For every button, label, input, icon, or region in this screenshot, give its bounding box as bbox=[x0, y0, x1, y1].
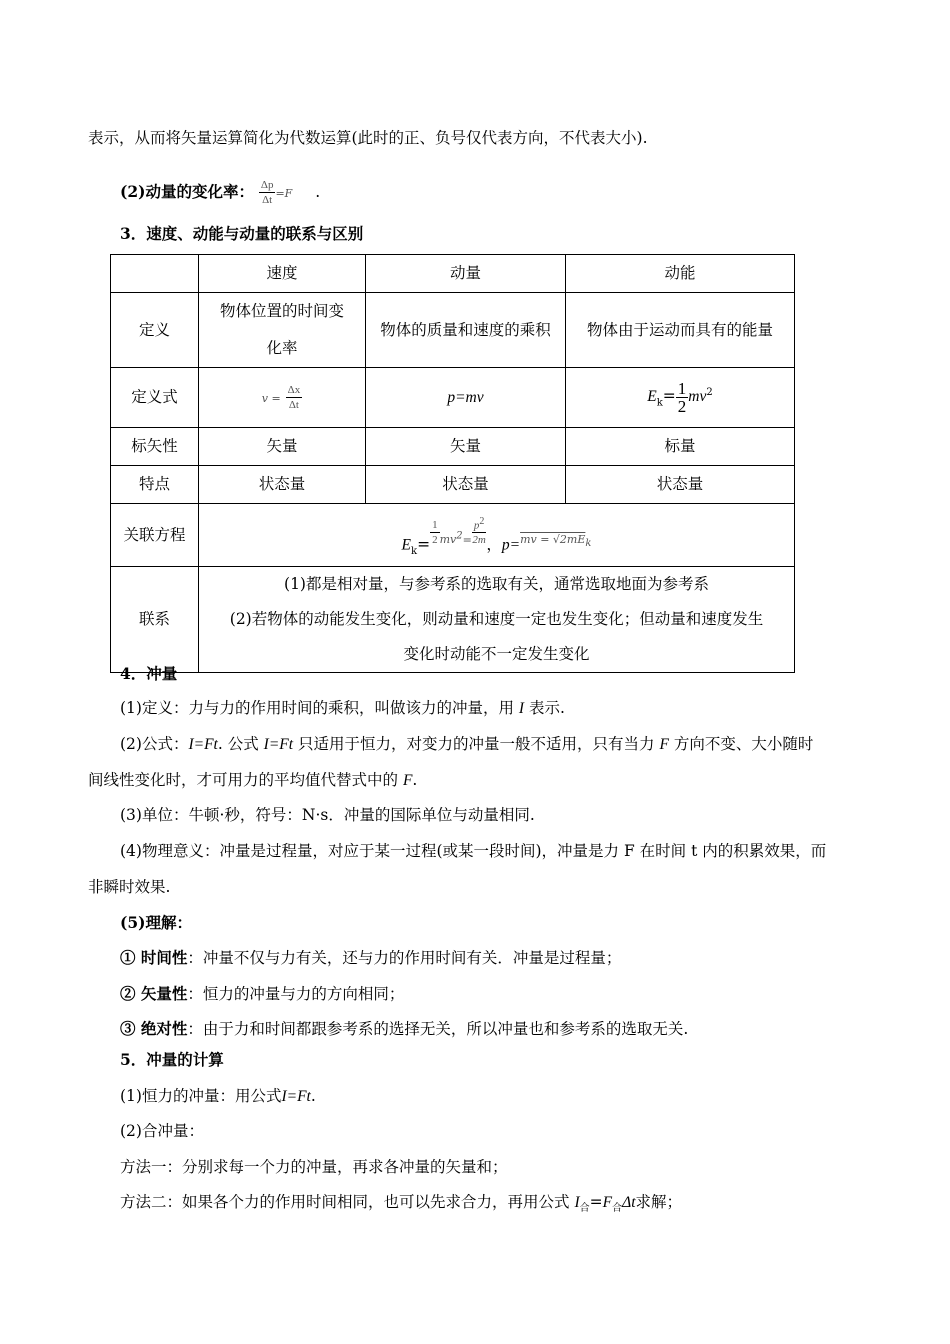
understand-title: (5)理解： bbox=[120, 913, 192, 932]
velocity-num: Δx bbox=[287, 384, 301, 396]
vector-momentum: 矢量 bbox=[366, 428, 566, 466]
method-one: 方法一：分别求每一个力的冲量，再求各冲量的矢量和； bbox=[120, 1158, 508, 1176]
feature-label: 特点 bbox=[111, 466, 199, 504]
relation-frac1 bbox=[430, 518, 440, 547]
link-line3: 变化时动能不一定发生变化 bbox=[403, 645, 590, 663]
kinetic-den: 2 bbox=[677, 396, 687, 416]
header-momentum: 动量 bbox=[366, 255, 566, 293]
impulse-formula-line1 bbox=[120, 734, 813, 755]
formula-line2-end: . bbox=[412, 771, 418, 789]
header-kinetic: 动能 bbox=[566, 255, 795, 293]
formula-momentum bbox=[366, 368, 566, 428]
method2-i-sub: 合 bbox=[579, 1203, 590, 1215]
u1-text: ：冲量不仅与力有关，还与力的作用时间有关．冲量是过程量； bbox=[187, 949, 622, 967]
table-row-relation bbox=[111, 504, 795, 567]
rate-rhs: =F bbox=[275, 187, 293, 200]
link-line2: (2)若物体的动能发生变化，则动量和速度一定也发生变化；但动量和速度发生 bbox=[229, 610, 764, 628]
combined-impulse: (2)合冲量： bbox=[120, 1122, 204, 1140]
understand-item-1 bbox=[120, 948, 621, 968]
relation-f2-num-sup: 2 bbox=[479, 515, 485, 527]
impulse-meaning-line2: 非瞬时效果. bbox=[88, 878, 171, 896]
formula-kinetic bbox=[566, 368, 795, 428]
rate-end: . bbox=[315, 183, 321, 201]
method2-end: 求解； bbox=[635, 1193, 683, 1211]
kinetic-sub: k bbox=[656, 397, 663, 409]
formula-text: 只适用于恒力，对变力的冲量一般不适用，只有当力 bbox=[298, 735, 655, 753]
vector-label: 标矢性 bbox=[111, 428, 199, 466]
formula-label: 定义式 bbox=[111, 368, 199, 428]
relation-f1-num: 1 bbox=[432, 519, 438, 532]
link-content bbox=[199, 567, 795, 673]
impulse-definition bbox=[120, 698, 565, 719]
relation-eq1: = bbox=[417, 535, 431, 554]
kinetic-lhs: E bbox=[647, 388, 657, 406]
method2-f: F bbox=[602, 1194, 613, 1211]
method2-text: 方法二：如果各个力的作用时间相同，也可以先求合力，再用公式 bbox=[120, 1193, 570, 1211]
intro-line: 表示，从而将矢量运算简化为代数运算(此时的正、负号仅代表方向，不代表大小). bbox=[88, 129, 648, 147]
velocity-lhs: v = bbox=[261, 391, 281, 405]
relation-ek: E bbox=[401, 536, 412, 554]
method-two bbox=[120, 1192, 682, 1219]
constant-impulse bbox=[120, 1086, 316, 1107]
u2-label: ② 矢量性 bbox=[120, 984, 188, 1003]
definition-label: 定义 bbox=[111, 293, 199, 368]
table-row-feature bbox=[111, 466, 795, 504]
method2-i: I bbox=[574, 1194, 580, 1211]
definition-kinetic: 物体由于运动而具有的能量 bbox=[566, 293, 795, 368]
link-line1: (1)都是相对量，与参考系的选取有关，通常选取地面为参考系 bbox=[284, 575, 709, 593]
method2-dt: Δt bbox=[622, 1194, 636, 1211]
vector-velocity: 矢量 bbox=[199, 428, 366, 466]
relation-mv2-sup: 2 bbox=[456, 530, 463, 542]
u1-label: ① 时间性 bbox=[120, 948, 188, 967]
method2-f-sub: 合 bbox=[612, 1203, 623, 1215]
definition-symbol: I bbox=[518, 700, 525, 717]
formula-prefix: (2)公式： bbox=[120, 735, 189, 753]
relation-p-rhs-sub: k bbox=[585, 538, 592, 550]
impulse-unit: (3)单位：牛顿·秒，符号：N·s．冲量的国际单位与动量相同. bbox=[120, 806, 535, 824]
vector-kinetic: 标量 bbox=[566, 428, 795, 466]
formula-f: F bbox=[659, 736, 669, 753]
section5-title: 5．冲量的计算 bbox=[120, 1050, 224, 1069]
const-end: . bbox=[310, 1087, 316, 1105]
header-cell bbox=[111, 255, 199, 293]
kinetic-eq: = bbox=[662, 387, 676, 406]
relation-f2-num: p bbox=[473, 519, 480, 532]
const-text: (1)恒力的冲量：用公式 bbox=[120, 1087, 282, 1105]
formula-ift: I=Ft bbox=[188, 736, 218, 753]
method2-eq: = bbox=[589, 1193, 603, 1211]
table-row-link bbox=[111, 567, 795, 673]
relation-p-rhs: mv = √2mE bbox=[520, 533, 586, 547]
relation-p: p= bbox=[501, 536, 521, 554]
formula-mid: . 公式 bbox=[217, 735, 259, 753]
kinetic-rhs: mv bbox=[688, 388, 707, 406]
u3-text: ：由于力和时间都跟参考系的选择无关，所以冲量也和参考系的选取无关. bbox=[187, 1020, 689, 1038]
table-header-row bbox=[111, 255, 795, 293]
velocity-den: Δt bbox=[288, 399, 299, 411]
velocity-fraction bbox=[286, 383, 303, 412]
definition-momentum: 物体的质量和速度的乘积 bbox=[366, 293, 566, 368]
section3-title: 3．速度、动能与动量的联系与区别 bbox=[120, 224, 364, 243]
feature-velocity: 状态量 bbox=[199, 466, 366, 504]
relation-label: 关联方程 bbox=[111, 504, 199, 567]
formula-tail: 方向不变、大小随时 bbox=[673, 735, 814, 753]
formula-velocity bbox=[199, 368, 366, 428]
impulse-formula-line2 bbox=[88, 770, 417, 791]
definition-text: (1)定义：力与力的作用时间的乘积，叫做该力的冲量，用 bbox=[120, 699, 514, 717]
header-velocity: 速度 bbox=[199, 255, 366, 293]
table-row-vector bbox=[111, 428, 795, 466]
formula-line2-text: 间线性变化时，才可用力的平均值代替式中的 bbox=[88, 771, 399, 789]
kinetic-num: 1 bbox=[677, 378, 687, 398]
u2-text: ：恒力的冲量与力的方向相同； bbox=[187, 985, 405, 1003]
definition-end: 表示. bbox=[529, 699, 565, 717]
rate-den: Δt bbox=[262, 194, 273, 206]
formula-line2-f: F bbox=[402, 772, 413, 789]
table-row-formula bbox=[111, 368, 795, 428]
relation-sep: ， bbox=[486, 535, 502, 554]
relation-f1-den: 2 bbox=[432, 534, 438, 547]
momentum-formula: p=mv bbox=[447, 389, 484, 406]
rate-label: (2)动量的变化率： bbox=[120, 182, 254, 201]
relation-mv2: mv bbox=[439, 533, 457, 547]
rate-num: Δp bbox=[260, 179, 274, 191]
rate-fraction bbox=[259, 178, 276, 207]
feature-momentum: 状态量 bbox=[366, 466, 566, 504]
link-label: 联系 bbox=[111, 567, 199, 673]
feature-kinetic: 状态量 bbox=[566, 466, 795, 504]
section4-title: 4．冲量 bbox=[120, 664, 178, 683]
formula-ift2: I=Ft bbox=[263, 736, 294, 753]
table-row-definition bbox=[111, 293, 795, 368]
definition-velocity: 物体位置的时间变化率 bbox=[199, 293, 366, 368]
comparison-table bbox=[110, 254, 795, 673]
relation-frac2 bbox=[472, 515, 487, 548]
relation-formula bbox=[199, 504, 795, 567]
relation-eq2: = bbox=[462, 533, 472, 547]
rate-line bbox=[120, 178, 320, 207]
impulse-meaning-line1: (4)物理意义：冲量是过程量，对应于某一过程(或某一段时间)，冲量是力 F 在时间 t 内的积累效果，而 bbox=[120, 842, 827, 860]
kinetic-sup: 2 bbox=[706, 386, 713, 398]
understand-item-2 bbox=[120, 984, 404, 1004]
u3-label: ③ 绝对性 bbox=[120, 1019, 188, 1038]
kinetic-fraction bbox=[676, 380, 689, 415]
understand-item-3 bbox=[120, 1019, 688, 1039]
relation-ek-sub: k bbox=[411, 545, 418, 557]
const-formula: I=Ft bbox=[281, 1088, 311, 1105]
relation-f2-den: 2m bbox=[472, 534, 486, 547]
